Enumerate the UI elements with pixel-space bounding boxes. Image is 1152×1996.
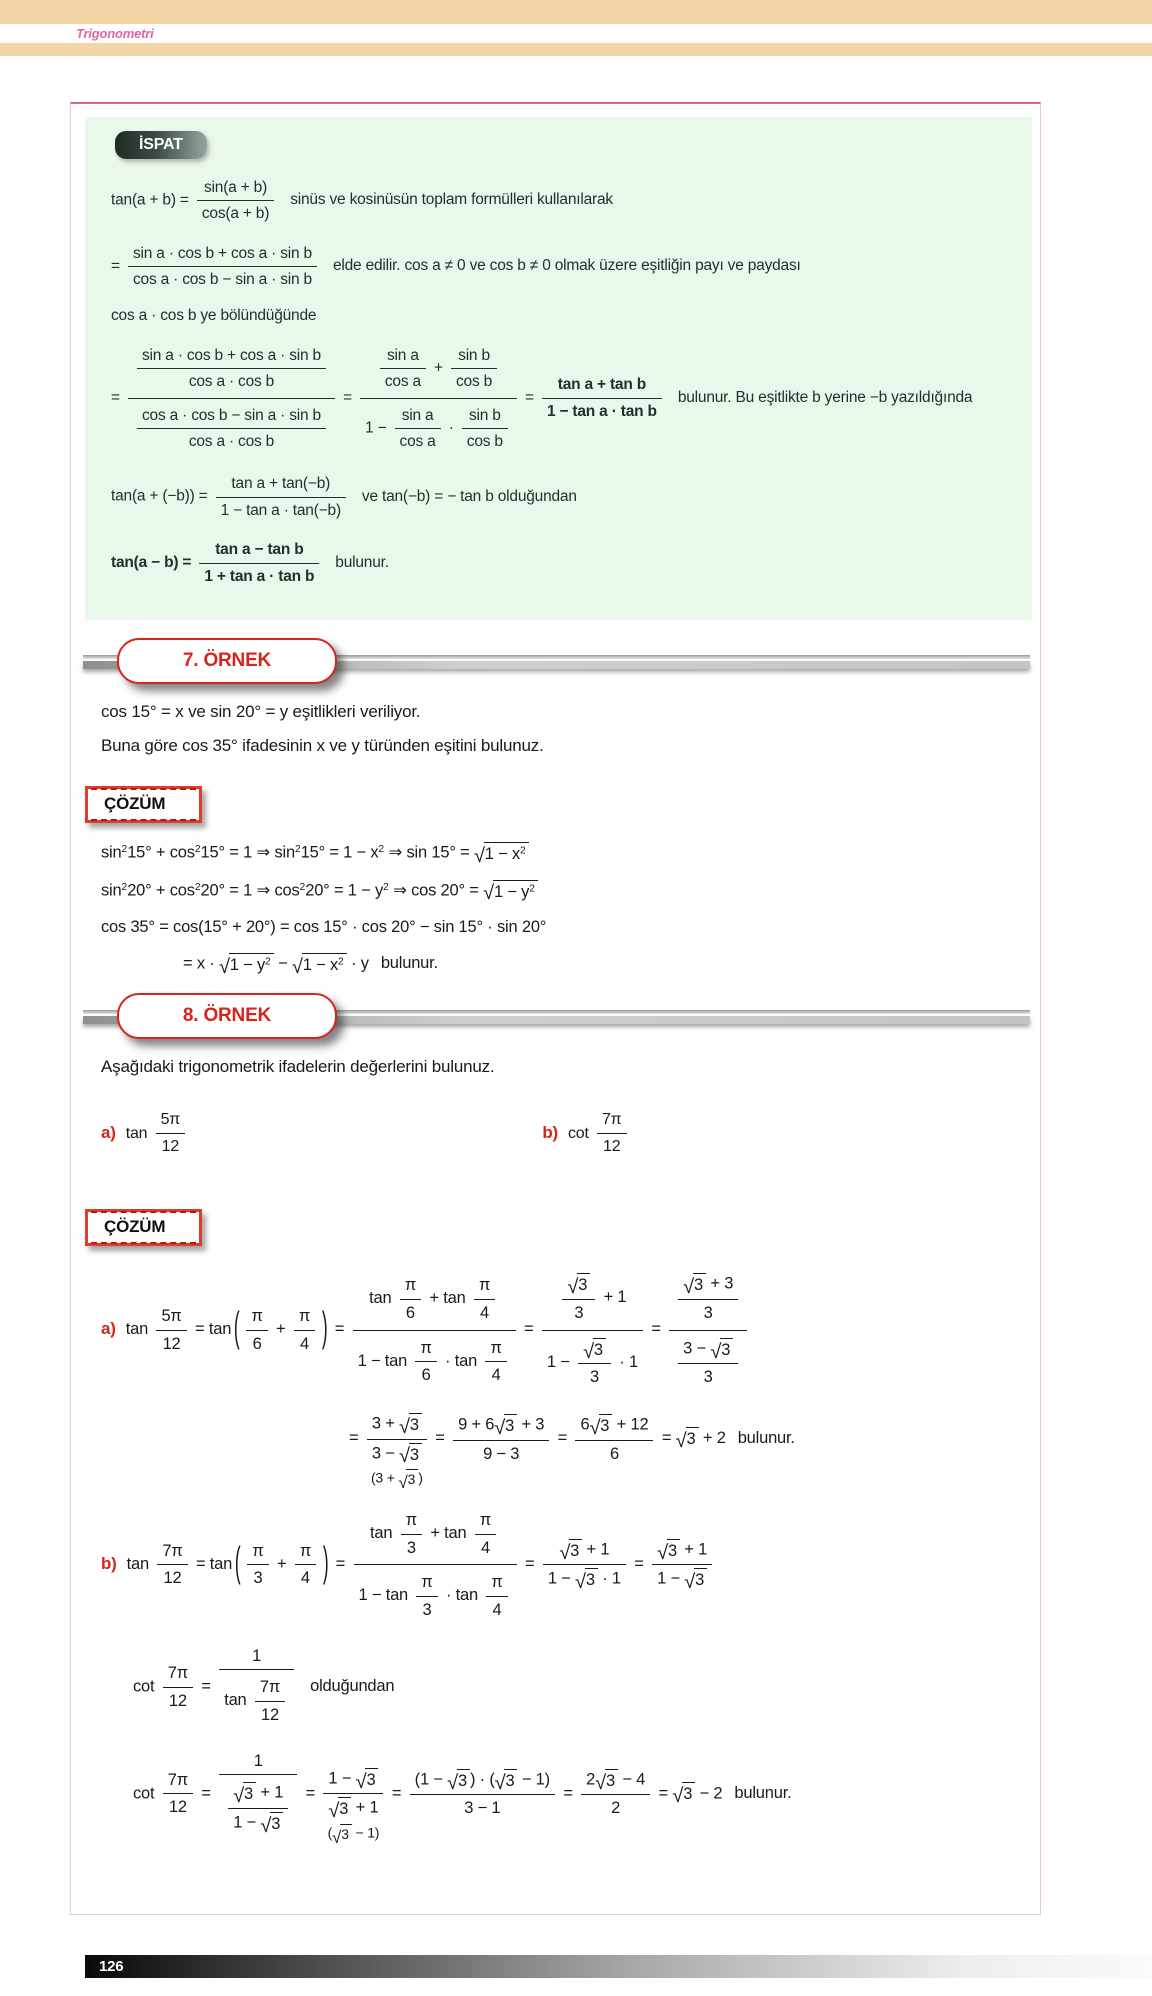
ispat-tab: İSPAT — [115, 131, 207, 159]
header-strip — [0, 24, 1152, 43]
content-box — [70, 102, 1041, 1915]
cozum8-label: ÇÖZÜM — [104, 1217, 166, 1237]
page-number: 126 — [99, 1958, 124, 1976]
item-b-label: b) — [542, 1122, 558, 1142]
ispat-line-2: = $\frac{\text{sin a · cos b + cos a · sin b}}{\text{cos a · cos b − sin a · sin b}}$ elde edilir. cos a ≠ 0 ve cos b ≠ 0 olmak üzere eşitliğin payı ve paydası — [111, 240, 1010, 293]
ispat-box — [85, 117, 1032, 620]
ornek8-item-a — [101, 1106, 542, 1160]
ornek8-pill-label: 8. ÖRNEK — [182, 1005, 272, 1027]
cozum7-line-4: = x · √ $1 - y^2$ − √ $1 - x^2$ · y bulunur. — [183, 954, 438, 978]
cozum8-a-line2: = 3 + √ 3 3 − √ 3 (3 + √ 3 ) = 9 + 6 √ 3 + 3 9 − 3 = 6 √ 3 + 12 6 = √ 3 + 2 bulunur. — [349, 1409, 1040, 1468]
ornek8-items — [101, 1091, 1040, 1175]
ornek8-pill — [117, 993, 337, 1039]
page-header — [0, 0, 1152, 56]
ispat-line-1: tan(a + b) = $\frac{\sin(a + b)}{\cos(a + b)}$ sinüs ve kosinüsün toplam formülleri kullanılarak — [111, 174, 1010, 227]
cozum7-label-box — [85, 786, 202, 823]
footer-bar — [85, 1955, 1152, 1978]
cozum7-line-2: $\sin^220^\circ + \cos^220^\circ = 1$ ⇒ $\cos^220^\circ = 1 - y^2$ ⇒ cos 20° = √ $1 - y^2$ — [101, 880, 1040, 903]
ispat-line-5: tan(a + (−b)) = $\frac{\text{tan a + tan(−b)}}{\text{1 − tan a · tan(−b)}}$ ve tan(−b) = − tan b olduğundan — [111, 470, 1010, 523]
ornek8-header — [83, 993, 1030, 1043]
ispat-line-4: = $\frac{\frac{\text{sin a · cos b + cos a · sin b}}{\text{cos a · cos b}}}{\frac{\text{cos a · cos b − sin a · sin b}}{\text{cos a · cos b}}}$ = $\frac{\text{sin a}}{\text{cos a}}$ + $\frac{\text{sin b}}{\text{cos b}}$ 1 − $\frac{\text{sin a}}{\text{cos a}}$ · $\frac{\text{sin b}}{\text{cos b}}$ = $\frac{\text{tan a + tan b}}{\text{1 − tan a · tan b}}$ bulunur. Bu eşitlikte b yerine −b yazıldığında — [111, 338, 1010, 458]
ornek7-pill — [117, 638, 337, 684]
cozum8-b-line1 — [101, 1502, 1040, 1627]
header-band-bottom — [0, 43, 1152, 56]
cozum8-b-label: b) — [101, 1553, 117, 1573]
cozum7-line-1: $\sin^215^\circ + \cos^215^\circ = 1$ ⇒ $\sin^215^\circ = 1 - x^2$ ⇒ sin 15° = √ $1 - x^2$ — [101, 842, 1040, 865]
item-b-math: cot $\frac{7\pi}{12}$ — [568, 1125, 631, 1142]
cozum8-label-box — [85, 1209, 202, 1246]
ispat-line-6: tan(a − b) = $\frac{\text{tan a − tan b}}{\text{1 + tan a · tan b}}$ bulunur. — [111, 536, 1010, 589]
cozum7-line-3: cos 35° = cos(15° + 20°) = cos 15° · cos 20° − sin 15° · sin 20° — [101, 918, 547, 937]
header-band-top — [0, 0, 1152, 24]
ornek7-text-2: Buna göre cos 35° ifadesinin x ve y türünden eşitini bulunuz. — [101, 735, 544, 755]
ornek7-pill-label: 7. ÖRNEK — [182, 649, 272, 671]
cozum7-area — [101, 842, 1040, 976]
cozum7-label: ÇÖZÜM — [104, 793, 166, 813]
cozum8-a-line1-math: tan $\frac{5\pi}{12}$ = tan ( $\frac{\pi}{6}$ + $\frac{\pi}{4}$ ) = tan $\frac{\pi}{6}$ + tan $\frac{\pi}{4}$ 1 − tan $\frac{\pi}{6}$ · tan $\frac{\pi}{4}$ = √ 3 3 + 1 1 − √ 3 3 · 1 = √ 3 + 3 3 3 − √ 3 3 — [126, 1320, 751, 1338]
ornek8-item-b — [542, 1106, 983, 1160]
cozum8-b-line1-math: tan $\frac{7\pi}{12}$ = tan ( $\frac{\pi}{3}$ + $\frac{\pi}{4}$ ) = tan $\frac{\pi}{3}$ + tan $\frac{\pi}{4}$ 1 − tan $\frac{\pi}{3}$ · tan $\frac{\pi}{4}$ = √ 3 + 1 1 − √ 3 · 1 = √ 3 + 1 1 − √ 3 — [127, 1555, 716, 1573]
ornek7-text-1: cos 15° = x ve sin 20° = y eşitlikleri veriliyor. — [101, 701, 421, 721]
cozum8-a-line1 — [101, 1265, 1040, 1394]
cozum8-area — [101, 1265, 1040, 1847]
ispat-line-3: cos a · cos b ye bölündüğünde — [111, 306, 317, 324]
ornek7-header — [83, 638, 1030, 688]
ornek8-intro: Aşağıdaki trigonometrik ifadelerin değerlerini bulunuz. — [101, 1057, 495, 1077]
cozum8-cot-line1: cot $\frac{7\pi}{12}$ = 1 tan $\frac{7\pi}{12}$ olduğundan — [133, 1642, 1040, 1732]
page-title: Trigonometri — [76, 26, 154, 41]
cozum8-cot-line2: cot $\frac{7\pi}{12}$ = 1 √ 3 + 1 1 − √ 3 = 1 − √ 3 √ 3 + 1 ( √ 3 − 1) = (1 − √ 3 ) · ( √ 3 − 1) 3 − 1 = 2 √ 3 − 4 2 = √ 3 − 2 bulunur. — [133, 1747, 1040, 1841]
cozum8-a-label: a) — [101, 1318, 116, 1338]
item-a-math: tan $\frac{5\pi}{12}$ — [126, 1125, 189, 1142]
item-a-label: a) — [101, 1122, 116, 1142]
